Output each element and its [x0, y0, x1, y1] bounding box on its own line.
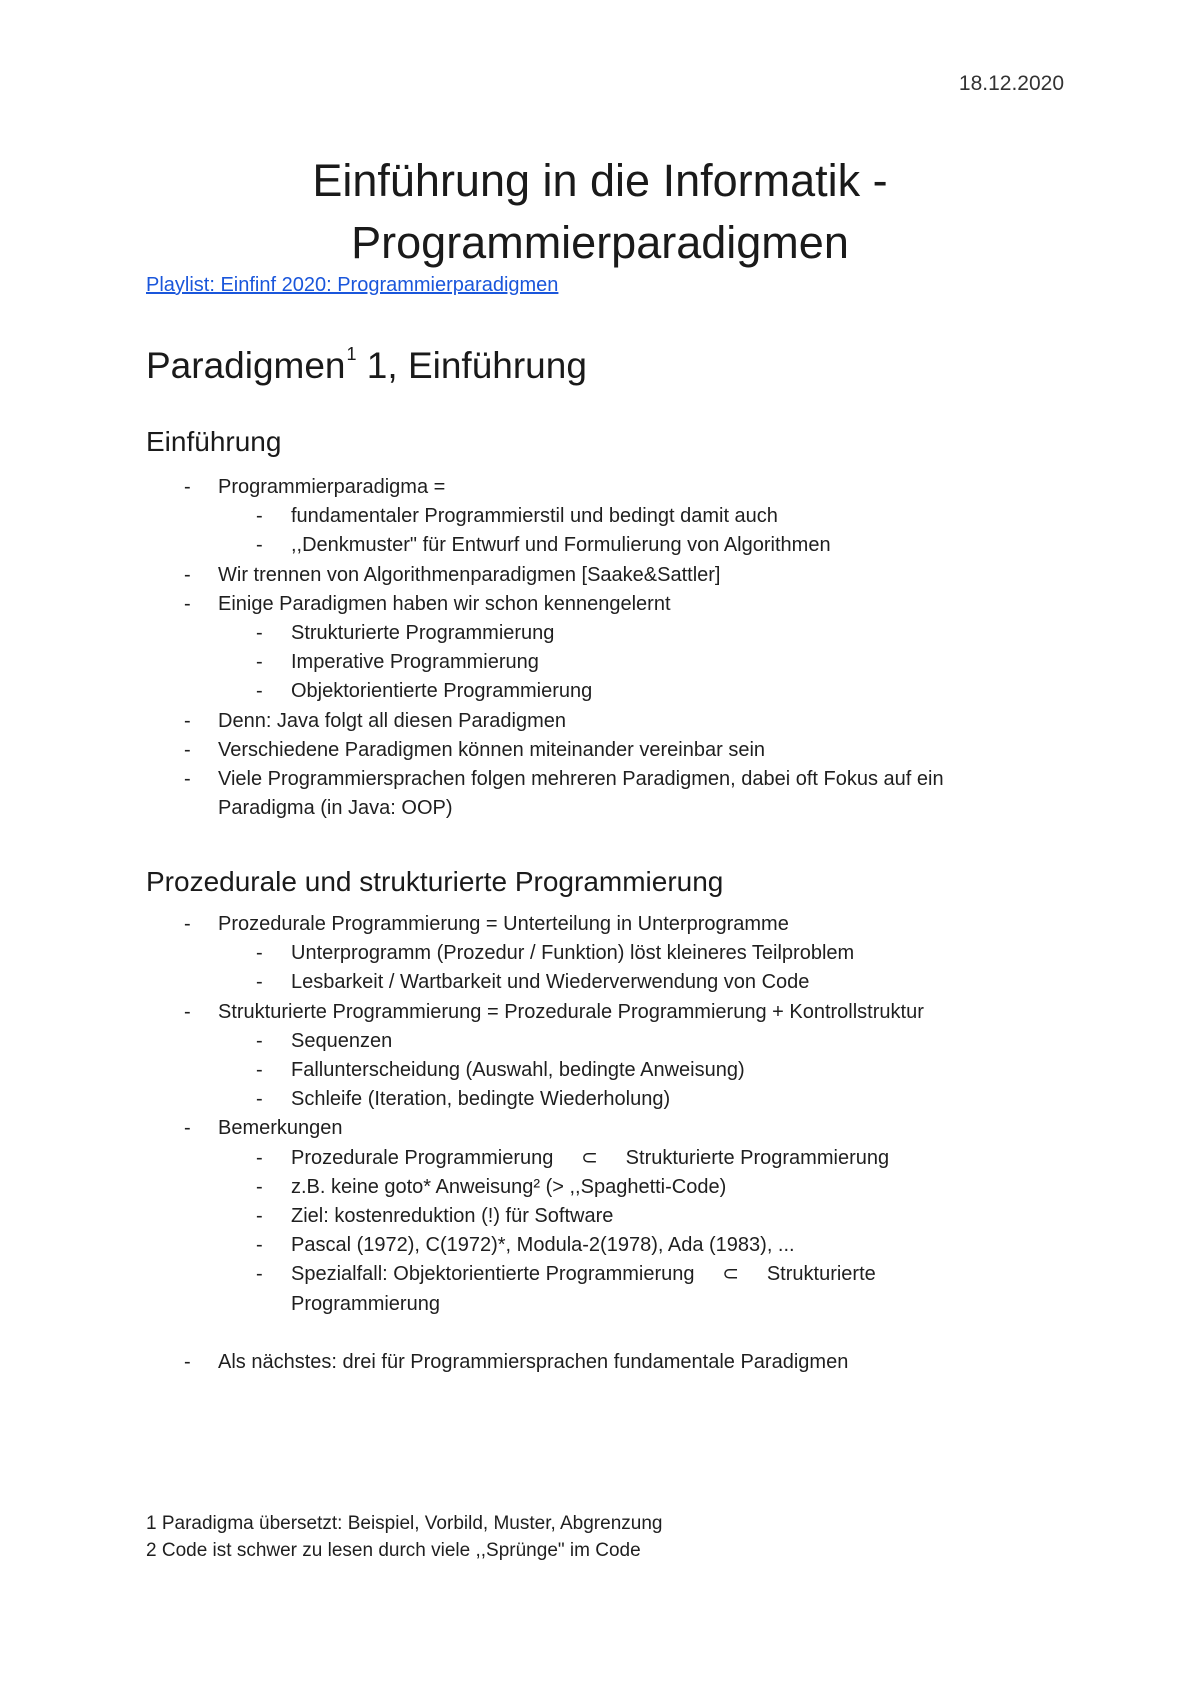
list-item: - Verschiedene Paradigmen können miteinander vereinbar sein	[146, 736, 1046, 765]
list-item: - Sequenzen	[146, 1027, 1046, 1056]
list-item-continuation: Paradigma (in Java: OOP)	[218, 797, 453, 820]
list-item: - Schleife (Iteration, bedingte Wiederholung)	[146, 1085, 1046, 1114]
list-item: - Strukturierte Programmierung	[146, 619, 1046, 648]
list-item: - Prozedurale Programmierung = Unterteilung in Unterprogramme	[146, 910, 1046, 939]
list-item: - ,,Denkmuster" für Entwurf und Formulierung von Algorithmen	[146, 531, 1046, 560]
list-item: - Prozedurale Programmierung ⊂ Strukturierte Programmierung	[146, 1144, 1046, 1173]
document-title	[0, 150, 1200, 274]
heading-paradigmen-text: Paradigmen	[146, 345, 346, 386]
list-item: - Objektorientierte Programmierung	[146, 677, 1046, 706]
list-item: - Imperative Programmierung	[146, 648, 1046, 677]
list-item: - Programmierparadigma =	[146, 473, 1046, 502]
heading-paradigmen	[146, 344, 587, 387]
list-item: - Einige Paradigmen haben wir schon kennengelernt	[146, 590, 1046, 619]
list-item: - Unterprogramm (Prozedur / Funktion) löst kleineres Teilproblem	[146, 939, 1046, 968]
footnote-ref-1[interactable]: 1	[346, 344, 357, 364]
footnotes	[146, 1510, 662, 1564]
list-item: - Viele Programmiersprachen folgen mehreren Paradigmen, dabei oft Fokus auf ein	[146, 765, 1046, 794]
einfuehrung-list	[146, 473, 1046, 823]
list-item: - Als nächstes: drei für Programmiersprachen fundamentale Paradigmen	[146, 1348, 1046, 1377]
footnote-1: 1 Paradigma übersetzt: Beispiel, Vorbild, Muster, Abgrenzung	[146, 1513, 663, 1534]
playlist-link[interactable]: Playlist: Einfinf 2020: Programmierparadigmen	[146, 274, 559, 296]
list-item: - z.B. keine goto* Anweisung² (> ,,Spaghetti-Code)	[146, 1173, 1046, 1202]
list-item: - Fallunterscheidung (Auswahl, bedingte Anweisung)	[146, 1056, 1046, 1085]
list-item: - Bemerkungen	[146, 1114, 1046, 1143]
list-item: - Strukturierte Programmierung = Prozedurale Programmierung + Kontrollstruktur	[146, 998, 1046, 1027]
list-item: - Pascal (1972), C(1972)*, Modula-2(1978), Ada (1983), ...	[146, 1231, 1046, 1260]
heading-einfuehrung: Einführung	[146, 426, 282, 457]
footnote-2: 2 Code ist schwer zu lesen durch viele ,,Sprünge" im Code	[146, 1540, 641, 1561]
title-line-2: Programmierparadigmen	[351, 217, 849, 268]
heading-prozedural: Prozedurale und strukturierte Programmierung	[146, 866, 724, 897]
list-item-continuation: Programmierung	[291, 1292, 440, 1315]
list-item: - Ziel: kostenreduktion (!) für Software	[146, 1202, 1046, 1231]
list-item: - fundamentaler Programmierstil und bedingt damit auch	[146, 502, 1046, 531]
list-item: - Denn: Java folgt all diesen Paradigmen	[146, 707, 1046, 736]
list-item: - Wir trennen von Algorithmenparadigmen [Saake&Sattler]	[146, 561, 1046, 590]
document-date: 18.12.2020	[958, 72, 1064, 95]
heading-paradigmen-suffix: 1, Einführung	[356, 345, 587, 386]
prozedural-list	[146, 910, 1046, 1377]
list-item: - Spezialfall: Objektorientierte Programmierung ⊂ Strukturierte	[146, 1260, 1046, 1289]
list-item: - Lesbarkeit / Wartbarkeit und Wiederverwendung von Code	[146, 968, 1046, 997]
title-line-1: Einführung in die Informatik -	[312, 155, 888, 206]
